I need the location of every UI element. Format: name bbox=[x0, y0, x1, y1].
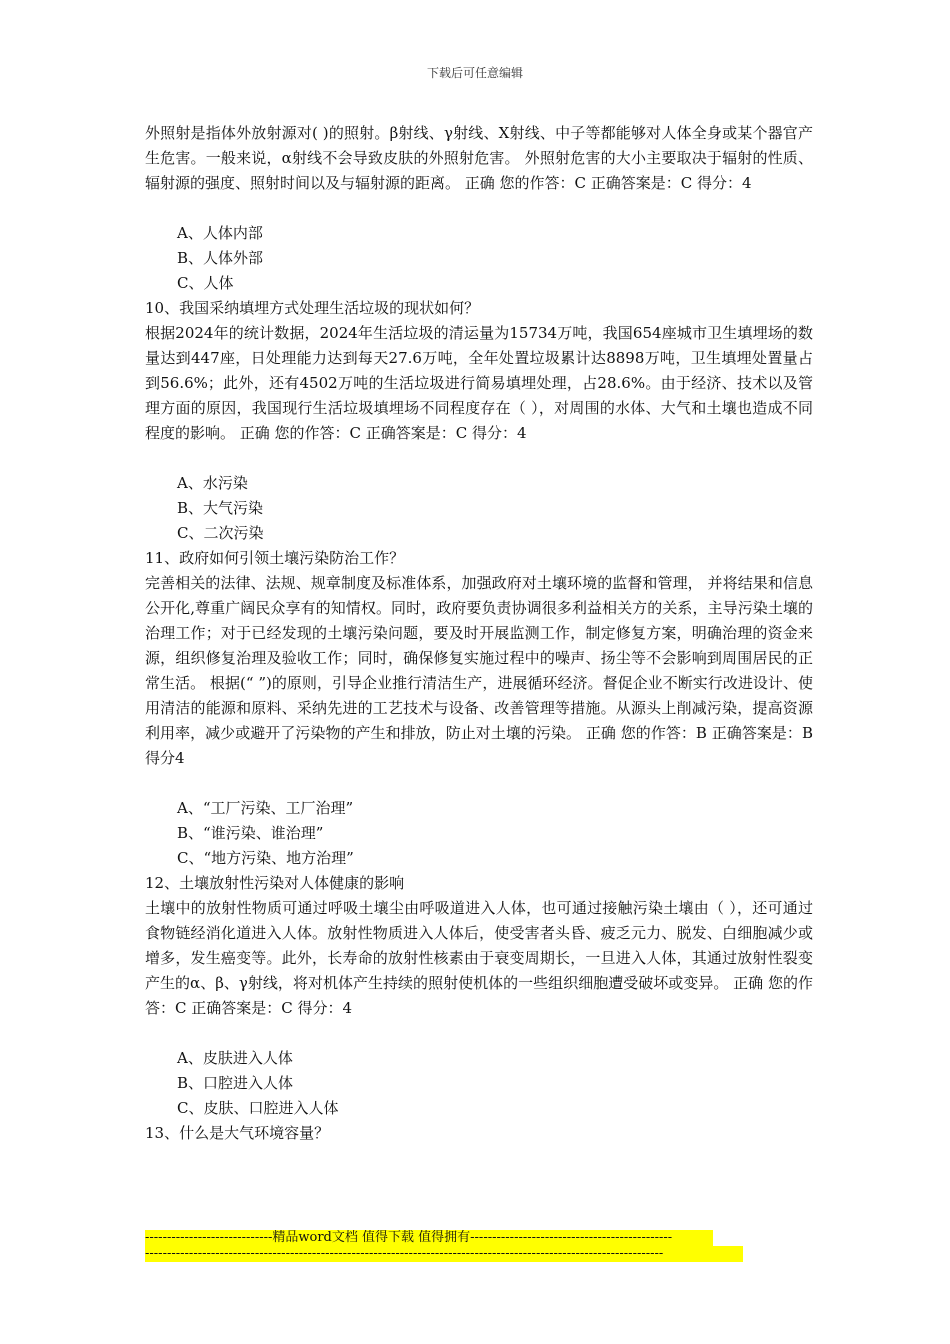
option-a: A、水污染 bbox=[177, 474, 248, 492]
option-b: B、口腔进入人体 bbox=[177, 1074, 294, 1092]
question-12-body: 土壤中的放射性物质可通过呼吸土壤尘由呼吸道进入人体，也可通过接触污染土壤由（ ），还可通过食物链经消化道进入人体。放射性物质进入人体后，使受害者头昏、疲乏元力、脱发、白细胞减少或增多，发生癌变等。此外，长寿命的放射性核素由于衰变周期长，一旦进入人体，其通过放射性裂变产生的α、β、γ射线，将对机体产生持续的照射使机体的一些组织细胞遭受破坏或变异。 正确 您的作答：C 正确答案是：C 得分：4 bbox=[145, 899, 813, 1017]
question-13-title: 13、什么是大气环境容量？ bbox=[145, 1124, 330, 1142]
option-c: C、“地方污染、地方治理” bbox=[177, 849, 354, 867]
page-header: 下载后可任意编辑 bbox=[426, 66, 523, 80]
page-footer bbox=[145, 1230, 743, 1262]
question-10-body: 根据2024年的统计数据，2024年生活垃圾的清运量为15734万吨，我国654座城市卫生填埋场的数量达到447座，日处理能力达到每天27.6万吨，全年处置垃圾累计达8898万吨，卫生填埋处置量占到56.6%；此外，还有4502万吨的生活垃圾进行简易填埋处理，占28.6%。由于经济、技术以及管理方面的原因，我国现行生活垃圾填埋场不同程度存在（ ），对周围的水体、大气和土壤也造成不同程度的影响。 正确 您的作答：C 正确答案是：C 得分：4 bbox=[145, 324, 813, 442]
option-a: A、皮肤进入人体 bbox=[177, 1049, 293, 1067]
option-b: B、大气污染 bbox=[177, 499, 264, 517]
question-11-body: 完善相关的法律、法规、规章制度及标准体系，加强政府对土壤环境的监督和管理， 并将结果和信息公开化,尊重广阔民众享有的知情权。同时，政府要负责协调很多利益相关方的关系，主导污染土壤的治理工作；对于已经发现的土壤污染问题，要及时开展监测工作，制定修复方案，明确治理的资金来源，组织修复治理及验收工作；同时，确保修复实施过程中的噪声、扬尘等不会影响到周围居民的正常生活。 根据(“ ”)的原则，引导企业推行清洁生产，进展循环经济。督促企业不断实行改进设计、使用清洁的能源和原料、采纳先进的工艺技术与设备、改善管理等措施。从源头上削减污染，提高资源利用率，减少或避开了污染物的产生和排放，防止对土壤的污染。 正确 您的作答：B 正确答案是：B 得分4 bbox=[145, 574, 813, 767]
footer-divider: ---------------------------------------------------------------------------------------------------------------------- bbox=[145, 1246, 743, 1262]
spacer bbox=[145, 196, 813, 221]
question-11-title: 11、政府如何引领土壤污染防治工作？ bbox=[145, 549, 405, 567]
spacer bbox=[145, 771, 813, 796]
question-9-body: 外照射是指体外放射源对( )的照射。β射线、γ射线、X射线、中子等都能够对人体全身或某个器官产生危害。一般来说，α射线不会导致皮肤的外照射危害。 外照射危害的大小主要取决于辐射的性质、辐射源的强度、照射时间以及与辐射源的距离。 正确 您的作答：C 正确答案是：C 得分：4 bbox=[145, 124, 813, 192]
option-b: B、“谁污染、谁治理” bbox=[177, 824, 324, 842]
option-c: C、二次污染 bbox=[177, 524, 264, 542]
spacer bbox=[145, 446, 813, 471]
option-c: C、皮肤、口腔进入人体 bbox=[177, 1099, 339, 1117]
option-a: A、“工厂污染、工厂治理” bbox=[177, 799, 354, 817]
document-body bbox=[145, 121, 813, 1146]
question-10-title: 10、我国采纳填埋方式处理生活垃圾的现状如何？ bbox=[145, 299, 480, 317]
question-12-title: 12、土壤放射性污染对人体健康的影响 bbox=[145, 874, 405, 892]
option-c: C、人体 bbox=[177, 274, 234, 292]
option-a: A、人体内部 bbox=[177, 224, 263, 242]
option-b: B、人体外部 bbox=[177, 249, 264, 267]
spacer bbox=[145, 1021, 813, 1046]
footer-banner: -----------------------------精品word文档 值得下载 值得拥有---------------------------------------------- bbox=[145, 1230, 713, 1246]
